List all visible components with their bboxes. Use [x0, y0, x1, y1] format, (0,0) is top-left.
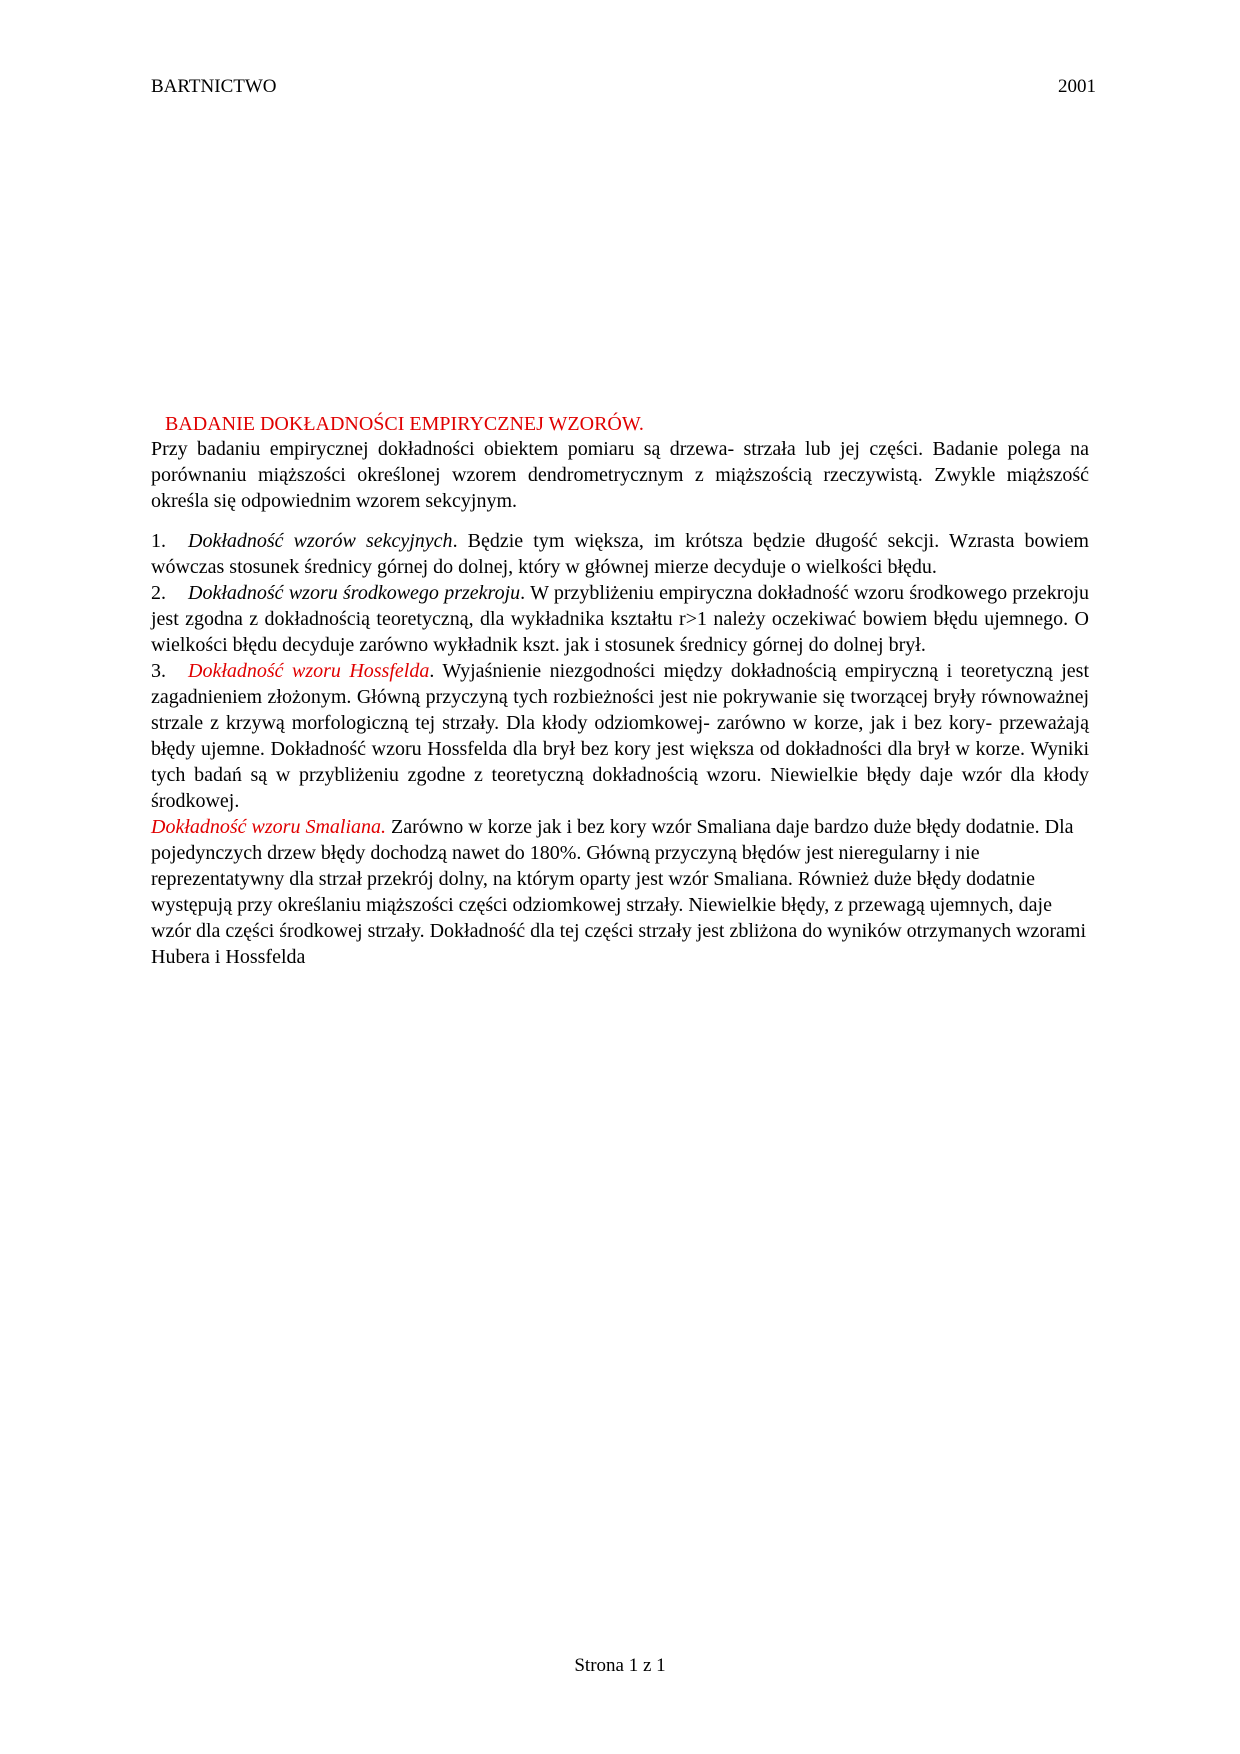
list-item-hossfeld-formula — [151, 658, 1089, 814]
list-item-number: 2. — [151, 582, 166, 604]
list-item-text: . Wyjaśnienie niezgodności między dokładnością empiryczną i teoretyczną jest zagadnieniem złożonym. Główną przyczyną tych rozbieżności jest nie pokrywanie się tworzącej bryły równoważnej strzale z krzywą morfologiczną tej strzały. Dla kłody odziomkowej- zarówno w korze, jak i bez kory- przeważają błędy ujemne. Dokładność wzoru Hossfelda dla brył bez kory jest większa od dokładności dla brył w korze. Wyniki tych badań są w przybliżeniu zgodne z teoretyczną dokładnością wzoru. Niewielkie błędy daje wzór dla kłody środkowej. — [151, 660, 1089, 812]
smalian-paragraph — [151, 814, 1089, 970]
list-item-heading: Dokładność wzoru środkowego przekroju — [188, 582, 521, 604]
intro-paragraph: Przy badaniu empirycznej dokładności obiektem pomiaru są drzewa- strzała lub jej części. Badanie polega na porównaniu miąższości określonej wzorem dendrometrycznym z miąższością rzeczywistą. Zwykle miąższość określa się odpowiednim wzorem sekcyjnym. — [151, 438, 1089, 512]
smalian-text: Zarówno w korze jak i bez kory wzór Smaliana daje bardzo duże błędy dodatnie. Dla pojedynczych drzew błędy dochodzą nawet do 180%. Główną przyczyną błędów jest nieregularny i nie reprezentatywny dla strzał przekrój dolny, na którym oparty jest wzór Smaliana. Również duże błędy dodatnie występują przy określaniu miąższości części odziomkowej strzały. Niewielkie błędy, z przewagą ujemnych, daje wzór dla części środkowej strzały. Dokładność dla tej części strzały jest zbliżona do wyników otrzymanych wzorami Hubera i Hossfelda — [151, 816, 1087, 968]
document-body — [151, 412, 1089, 970]
list-item-heading: Dokładność wzoru Hossfelda — [188, 660, 430, 682]
smalian-heading: Dokładność wzoru Smaliana. — [151, 816, 386, 838]
list-item-middle-section-formula — [151, 580, 1089, 658]
list-item-heading: Dokładność wzorów sekcyjnych — [188, 530, 453, 552]
list-item-number: 1. — [151, 530, 166, 552]
list-item-text: . W przybliżeniu empiryczna dokładność wzoru środkowego przekroju jest zgodna z dokładnością teoretyczną, dla wykładnika kształtu r>1 należy oczekiwać bowiem błędu ujemnego. O wielkości błędu decyduje zarówno wykładnik kszt. jak i stosunek średnicy górnej do dolnej brył. — [151, 582, 1089, 656]
list-item-text: . Będzie tym większa, im krótsza będzie długość sekcji. Wzrasta bowiem wówczas stosunek średnicy górnej do dolnej, który w głównej mierze decyduje o wielkości błędu. — [151, 530, 1089, 578]
page-number: Strona 1 z 1 — [574, 1655, 666, 1676]
document-title: BADANIE DOKŁADNOŚCI EMPIRYCZNEJ WZORÓW. — [165, 413, 644, 435]
header-year: 2001 — [1058, 76, 1096, 97]
header-subject: BARTNICTWO — [151, 76, 277, 97]
list-item-number: 3. — [151, 660, 166, 682]
list-item-sectional-formulas — [151, 528, 1089, 580]
